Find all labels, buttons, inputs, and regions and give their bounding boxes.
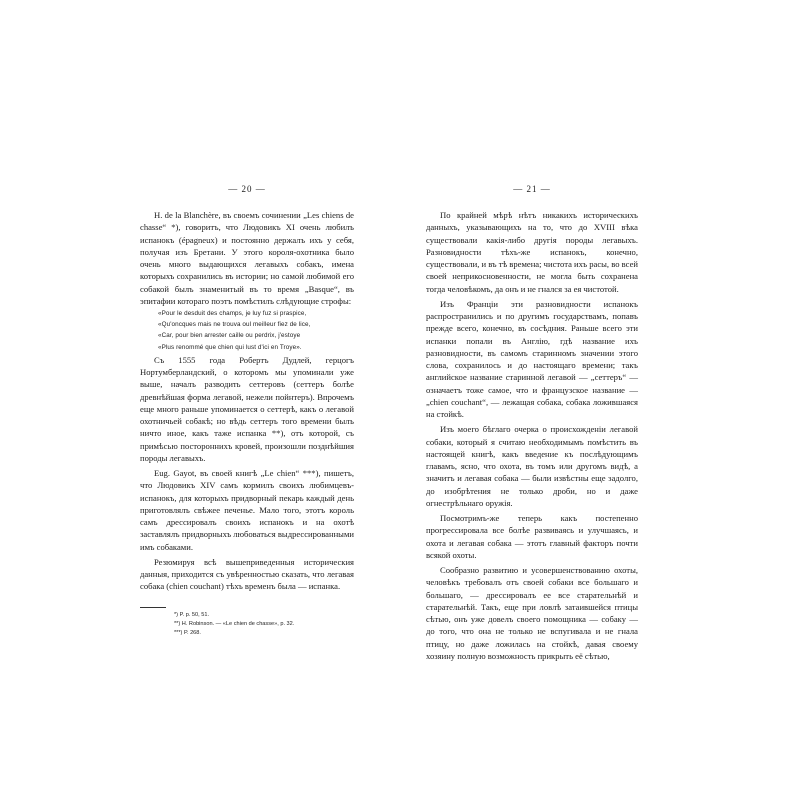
- left-page: [140, 183, 354, 639]
- verse-line: «Qu'oncques mais ne trouva oul meilleur fiez de lice,: [158, 321, 311, 329]
- right-page: [426, 183, 638, 662]
- paragraph: Eug. Gayot, въ своей книгѣ „Le chien“ ***), пишетъ, что Людовикъ XIV самъ кормилъ своихъ любимцевъ-испанокъ, для которыхъ придворный пекарь каждый день приготовлялъ свѣжее печенье. Мало того, этотъ король самъ дрессировалъ своихъ испанокъ и на охотѣ заставлялъ придворныхъ любоваться выдрессированными имъ собаками.: [140, 468, 354, 552]
- footnote: ***) P. 268.: [174, 630, 201, 637]
- paragraph: Сообразно развитию и усовершенствованию охоты, человѣкъ требовалъ отъ своей собаки все большаго и большаго, — дрессировалъ ее все старательнѣй и старательнѣй. Такъ, еще при ловлѣ затаившейся птицы сѣтью, онъ уже довелъ своего помощника — собаку — до того, что она не только не вспугивала и не гнала птицу, но даже ложилась на стойкѣ, давая своему хозяину полную возможность прикрыть её сѣтью,: [426, 565, 638, 661]
- footnote-rule: [140, 607, 166, 608]
- page-number-right: — 21 —: [513, 184, 551, 194]
- paragraph: Изъ моего бѣглаго очерка о происхожденіи легавой собаки, который я считаю необходимымъ помѣстить въ настоящей книгѣ, какъ введение къ послѣдующимъ главамъ, ясно, что охота, въ томъ или другомъ видѣ, а значитъ и легавая собака — были извѣстны еще задолго, до изобрѣтения не только дроби, но и даже огнестрѣльнаго оружія.: [426, 424, 638, 508]
- verse-line: «Pour le desduit des champs, je luy fuz si praspice,: [158, 310, 307, 317]
- footnotes: [174, 611, 354, 639]
- paragraph: Посмотримъ-же теперь какъ постепенно прогрессировала все болѣе развиваясь и улучшаясь, и охота и легавая собака — этотъ главный факторъ почти всякой охоты.: [426, 513, 638, 560]
- verse-line: «Car, pour bien arrester caille ou perdrix, j'estoye: [158, 332, 301, 340]
- footnote: *) P. p. 50, 51.: [174, 611, 210, 618]
- verse-line: «Plus renommé que chien qui lust d'ici en Troye».: [158, 343, 302, 351]
- paragraph: Изъ Франціи эти разновидности испанокъ распространились и по другимъ государствамъ, попавъ прежде всего, конечно, въ сосѣдния. Раньше всего эти испанки попали въ Англію, гдѣ название ихъ разновидности, въ самомъ старинномъ значении этого слова, сохранилось и до настоящаго времени; такъ английское название старинной легавой — „сеттеръ“ — означаетъ тоже самое, что и французское название — „chien couchant“, — лежащая собака, собака ложившаяся на стойкѣ.: [426, 298, 638, 419]
- paragraph: H. de la Blanchère, въ своемъ сочинении „Les chiens de chasse“ *), говоритъ, что Людовикъ XI очень любилъ испанокъ (épagneux) и постоянно держалъ ихъ у себя, получая изъ Бретани. У этого короля-охотника было очень много выдающихся легавыхъ собакъ, имена которыхъ сохранились въ истории; но самой любимой его собакой былъ знаменитый въ то время „Basque“, въ эпитафии котораго поэтъ помѣстилъ слѣдующие строфы:: [140, 210, 354, 306]
- paragraph: По крайней мѣрѣ нѣтъ никакихъ историческихъ данныхъ, указывающихъ на то, что до XVIII вѣка существовали какія-либо другія породы легавыхъ. Разновидности тѣхъ-же испанокъ, конечно, существовали, и въ тѣ времена; чистота ихъ расы, во всей своей неприкосновенности, не могла быть сохранена тогда человѣкомъ, да онъ и не гнался за ея чистотой.: [426, 210, 638, 294]
- paragraph: Съ 1555 года Робертъ Дудлей, герцогъ Нортумберландский, о которомъ мы упоминали уже выше, началъ разводить сеттеровъ (сеттеръ болѣе древнѣйшая форма легавой, нежели пойнтеръ). Впрочемъ еще много раньше упоминается о сеттерѣ, какъ о легавой охотничьей собакѣ; но вѣдь сеттеръ того времени былъ ничто иное, какъ таже испанка **), отъ которой, съ примѣсью посторонниxъ кровей, произошли позднѣйшия породы легавыхъ.: [140, 354, 354, 463]
- footnote: **) H. Robinson. — «Le chien de chasse», p. 32.: [174, 620, 295, 627]
- page-number-left: — 20 —: [228, 184, 266, 194]
- paragraph: Резюмируя всѣ вышеприведенныя историческия данныя, приходится съ увѣренностью сказать, что легавая собака (chien couchant) тѣхъ временъ была — испанка.: [140, 556, 354, 592]
- verse-quote: [158, 308, 354, 353]
